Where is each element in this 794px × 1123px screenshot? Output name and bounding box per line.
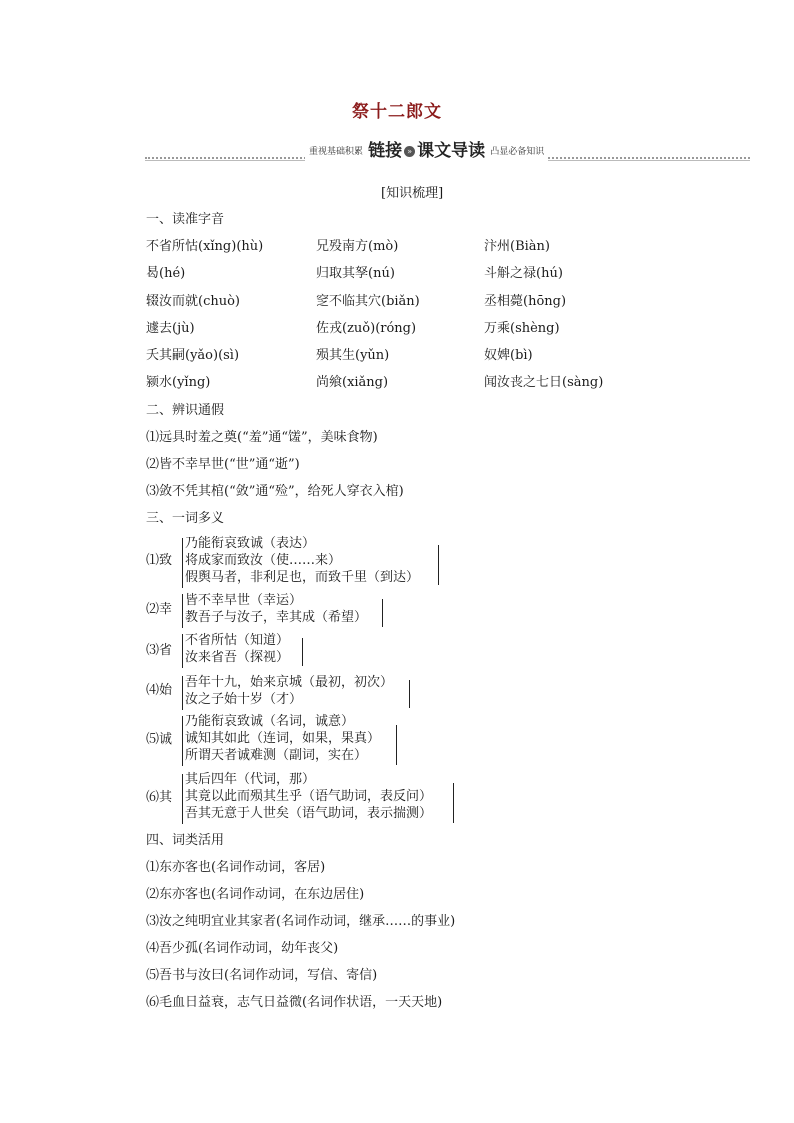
right-bracket: [453, 783, 454, 823]
banner-link-word: 链接: [368, 141, 403, 161]
left-brace: [182, 774, 183, 824]
polysemy-meaning: 诚知其如此（连词，如果，果真）: [185, 731, 381, 746]
banner-left-caption: 重视基础积累: [309, 147, 364, 157]
arrow-right-icon: »: [404, 146, 415, 157]
pron-item: 兄殁南方(mò): [316, 239, 399, 254]
polysemy-word-label: ⑸诚: [146, 732, 173, 747]
pron-item: 颍水(yǐng): [146, 375, 211, 390]
pron-item: 万乘(shèng): [484, 321, 560, 336]
polysemy-word-label: ⑶省: [146, 643, 173, 658]
word-class-item: ⑷吾少孤(名词作动词，幼年丧父): [146, 941, 339, 956]
polysemy-meaning: 假舆马者，非利足也，而致千里（到达）: [185, 570, 420, 585]
polysemy-meaning: 所谓天者诚难测（副词，实在）: [185, 748, 368, 763]
banner-text: [305, 136, 548, 161]
word-class-item: ⑸吾书与汝曰(名词作动词，写信、寄信): [146, 968, 378, 983]
polysemy-meaning: 吾其无意于人世矣（语气助词，表示揣测）: [185, 806, 433, 821]
section-heading-pronunciation: 一、读准字音: [146, 212, 225, 227]
polysemy-meaning: 其竟以此而殒其生乎（语气助词，表反问）: [185, 789, 433, 804]
pron-item: 遽去(jù): [146, 321, 195, 336]
polysemy-meaning: 教吾子与汝子，幸其成（希望）: [185, 610, 368, 625]
word-class-item: ⑶汝之纯明宜业其家者(名词作动词，继承……的事业): [146, 914, 456, 929]
pron-item: 不省所怙(xǐng)(hù): [146, 239, 264, 254]
pron-item: 佐戎(zuǒ)(róng): [316, 321, 417, 336]
polysemy-meaning: 其后四年（代词，那）: [185, 772, 316, 787]
right-bracket: [302, 638, 303, 666]
pron-item: 汴州(Biàn): [484, 239, 550, 254]
pron-item: 闻汝丧之七日(sàng): [484, 375, 604, 390]
pron-item: 归取其孥(nú): [316, 266, 395, 281]
tongjia-item: ⑴远具时羞之奠(“羞”通“馐”，美味食物): [146, 430, 378, 445]
polysemy-word-label: ⑵幸: [146, 602, 173, 617]
right-bracket: [409, 680, 410, 708]
tongjia-item: ⑵皆不幸早世(“世”通“逝”): [146, 457, 300, 472]
pron-item: 殒其生(yǔn): [316, 348, 390, 363]
polysemy-meaning: 吾年十九，始来京城（最初，初次）: [185, 675, 394, 690]
pron-item: 辍汝而就(chuò): [146, 294, 240, 309]
polysemy-meaning: 乃能衔哀致诚（名词，诚意）: [185, 714, 355, 729]
pron-item: 奴婢(bì): [484, 348, 533, 363]
polysemy-meaning: 乃能衔哀致诚（表达）: [185, 536, 316, 551]
banner-right-caption: 凸显必备知识: [490, 147, 545, 157]
polysemy-meaning: 皆不幸早世（幸运）: [185, 593, 303, 608]
right-bracket: [382, 599, 383, 627]
section-heading-tongjia: 二、辨识通假: [146, 403, 225, 418]
section-banner: [145, 136, 750, 162]
right-bracket: [396, 725, 397, 765]
polysemy-meaning: 不省所怙（知道）: [185, 633, 290, 648]
section-heading-word-class: 四、词类活用: [146, 833, 225, 848]
section-label: [知识梳理]: [381, 186, 444, 201]
polysemy-word-label: ⑴致: [146, 553, 173, 568]
article-title: 祭十二郎文: [352, 102, 442, 122]
tongjia-item: ⑶敛不凭其棺(“敛”通“殓”，给死人穿衣入棺): [146, 484, 404, 499]
pron-item: 斗斛之禄(hú): [484, 266, 563, 281]
left-brace: [182, 676, 183, 710]
word-class-item: ⑵东亦客也(名词作动词，在东边居住): [146, 887, 365, 902]
polysemy-word-label: ⑷始: [146, 683, 173, 698]
left-brace: [182, 538, 183, 588]
left-brace: [182, 634, 183, 668]
banner-main-title: 课文导读: [417, 141, 486, 161]
pron-item: 曷(hé): [146, 266, 186, 281]
polysemy-word-label: ⑹其: [146, 790, 173, 805]
word-class-item: ⑴东亦客也(名词作动词，客居): [146, 860, 326, 875]
pron-item: 丞相薨(hōng): [484, 294, 567, 309]
left-brace: [182, 594, 183, 628]
left-brace: [182, 716, 183, 766]
section-heading-polysemy: 三、一词多义: [146, 511, 225, 526]
right-bracket: [438, 545, 439, 585]
word-class-item: ⑹毛血日益衰，志气日益微(名词作状语，一天天地): [146, 995, 443, 1010]
polysemy-meaning: 汝来省吾（探视）: [185, 650, 290, 665]
polysemy-meaning: 将成家而致汝（使……来）: [185, 553, 342, 568]
pron-item: 夭其嗣(yǎo)(sì): [146, 348, 240, 363]
pron-item: 窆不临其穴(biǎn): [316, 294, 420, 309]
pron-item: 尚飨(xiǎng): [316, 375, 389, 390]
polysemy-meaning: 汝之子始十岁（才）: [185, 692, 303, 707]
